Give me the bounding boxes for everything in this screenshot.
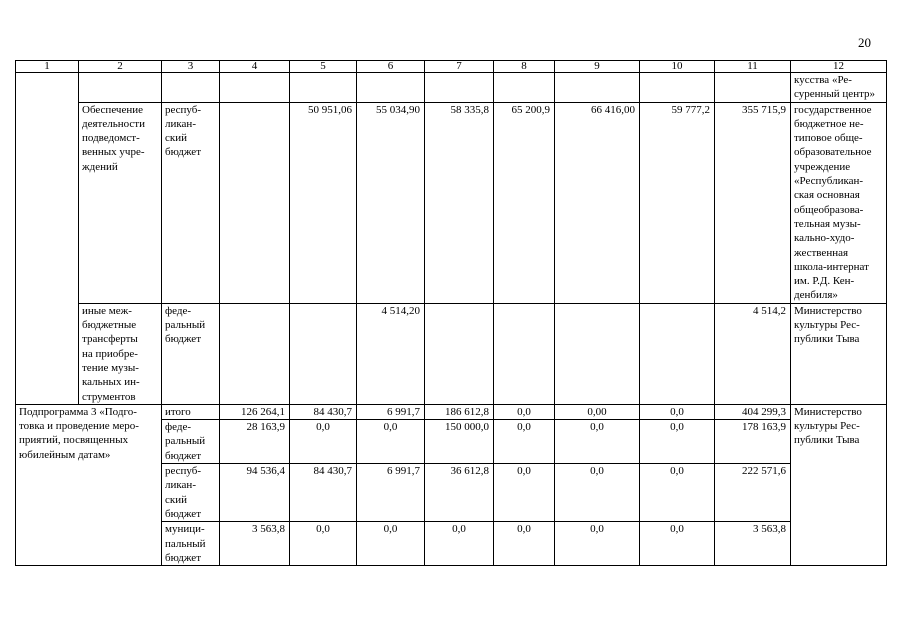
- table-cell: 0,0: [640, 404, 715, 419]
- table-cell: 0,0: [555, 464, 640, 522]
- table-cell: 0,0: [357, 522, 425, 566]
- table-cell: 355 715,9: [715, 102, 791, 303]
- table-cell: [290, 303, 357, 404]
- table-cell: 3 563,8: [220, 522, 290, 566]
- table-row: [16, 303, 887, 404]
- table-cell: [220, 102, 290, 303]
- table-cell: 0,0: [555, 522, 640, 566]
- table-cell: [640, 73, 715, 103]
- table-cell: 6 991,7: [357, 464, 425, 522]
- table-cell: 36 612,8: [425, 464, 494, 522]
- table-cell: кусства «Ре- суренный центр»: [791, 73, 887, 103]
- table-cell: 59 777,2: [640, 102, 715, 303]
- header-cell: 3: [162, 61, 220, 73]
- table-cell: [555, 73, 640, 103]
- table-cell: 0,0: [290, 420, 357, 464]
- table-cell: [555, 303, 640, 404]
- table-cell: [162, 73, 220, 103]
- header-cell: 7: [425, 61, 494, 73]
- table-cell: 4 514,2: [715, 303, 791, 404]
- table-cell: Министерство культуры Рес- публики Тыва: [791, 404, 887, 565]
- header-cell: 1: [16, 61, 79, 73]
- table-cell: [220, 73, 290, 103]
- table-cell: [640, 303, 715, 404]
- table-cell: 126 264,1: [220, 404, 290, 419]
- table-row: [16, 102, 887, 303]
- header-cell: 12: [791, 61, 887, 73]
- table-row: [16, 73, 887, 103]
- table-cell: [357, 73, 425, 103]
- table-cell: Подпрограмма 3 «Подго- товка и проведение меро- приятий, посвященных юбилейным датам»: [16, 404, 162, 565]
- table-cell: респуб- ликан- ский бюджет: [162, 464, 220, 522]
- table-cell: 50 951,06: [290, 102, 357, 303]
- table-cell: муници- пальный бюджет: [162, 522, 220, 566]
- page-number: 20: [858, 35, 871, 50]
- table-cell: 4 514,20: [357, 303, 425, 404]
- table-cell: 0,0: [494, 420, 555, 464]
- table-cell: 0,0: [357, 420, 425, 464]
- table-cell: 0,0: [640, 522, 715, 566]
- table-cell: 0,0: [640, 464, 715, 522]
- table-cell: 0,0: [425, 522, 494, 566]
- table-cell: [220, 303, 290, 404]
- header-cell: 10: [640, 61, 715, 73]
- table-cell: итого: [162, 404, 220, 419]
- table-cell: [715, 73, 791, 103]
- table-cell: [494, 303, 555, 404]
- header-cell: 9: [555, 61, 640, 73]
- header-cell: 11: [715, 61, 791, 73]
- table-cell: 6 991,7: [357, 404, 425, 419]
- table-cell: Обеспечение деятельности подведомст- венных учре- ждений: [79, 102, 162, 303]
- table-cell: 65 200,9: [494, 102, 555, 303]
- table-cell: 0,0: [494, 464, 555, 522]
- budget-table: [15, 60, 887, 566]
- table-cell: 186 612,8: [425, 404, 494, 419]
- table-cell: 0,00: [555, 404, 640, 419]
- table-cell: государственное бюджетное не- типовое обще- образовательное учреждение «Республикан- ская основная общеобразова- тельная музы- кально-худо- жественная школа-интернат им. Р.Д. Кен- денбиля»: [791, 102, 887, 303]
- table-cell: 3 563,8: [715, 522, 791, 566]
- table-cell: респуб- ликан- ский бюджет: [162, 102, 220, 303]
- table-cell: феде- ральный бюджет: [162, 420, 220, 464]
- table-cell: 28 163,9: [220, 420, 290, 464]
- table-cell: 55 034,90: [357, 102, 425, 303]
- table-cell: 150 000,0: [425, 420, 494, 464]
- table-cell: 94 536,4: [220, 464, 290, 522]
- table-row: [16, 404, 887, 419]
- table-cell: [494, 73, 555, 103]
- table-cell: 0,0: [290, 522, 357, 566]
- table-cell: Министерство культуры Рес- публики Тыва: [791, 303, 887, 404]
- header-row: [16, 61, 887, 73]
- header-cell: 8: [494, 61, 555, 73]
- header-cell: 5: [290, 61, 357, 73]
- table-cell: [79, 73, 162, 103]
- header-cell: 4: [220, 61, 290, 73]
- table-cell: [425, 303, 494, 404]
- header-cell: 6: [357, 61, 425, 73]
- table-cell: 0,0: [555, 420, 640, 464]
- table-cell: иные меж- бюджетные трансферты на приобре- тение музы- кальных ин- струментов: [79, 303, 162, 404]
- table-cell: [16, 73, 79, 405]
- table-cell: 0,0: [494, 522, 555, 566]
- table-cell: феде- ральный бюджет: [162, 303, 220, 404]
- table-cell: [290, 73, 357, 103]
- table-cell: [425, 73, 494, 103]
- table-cell: 66 416,00: [555, 102, 640, 303]
- table-cell: 222 571,6: [715, 464, 791, 522]
- table-cell: 84 430,7: [290, 404, 357, 419]
- table-cell: 178 163,9: [715, 420, 791, 464]
- table-cell: 404 299,3: [715, 404, 791, 419]
- table-cell: 0,0: [640, 420, 715, 464]
- table-cell: 84 430,7: [290, 464, 357, 522]
- table-cell: 58 335,8: [425, 102, 494, 303]
- table-cell: 0,0: [494, 404, 555, 419]
- header-cell: 2: [79, 61, 162, 73]
